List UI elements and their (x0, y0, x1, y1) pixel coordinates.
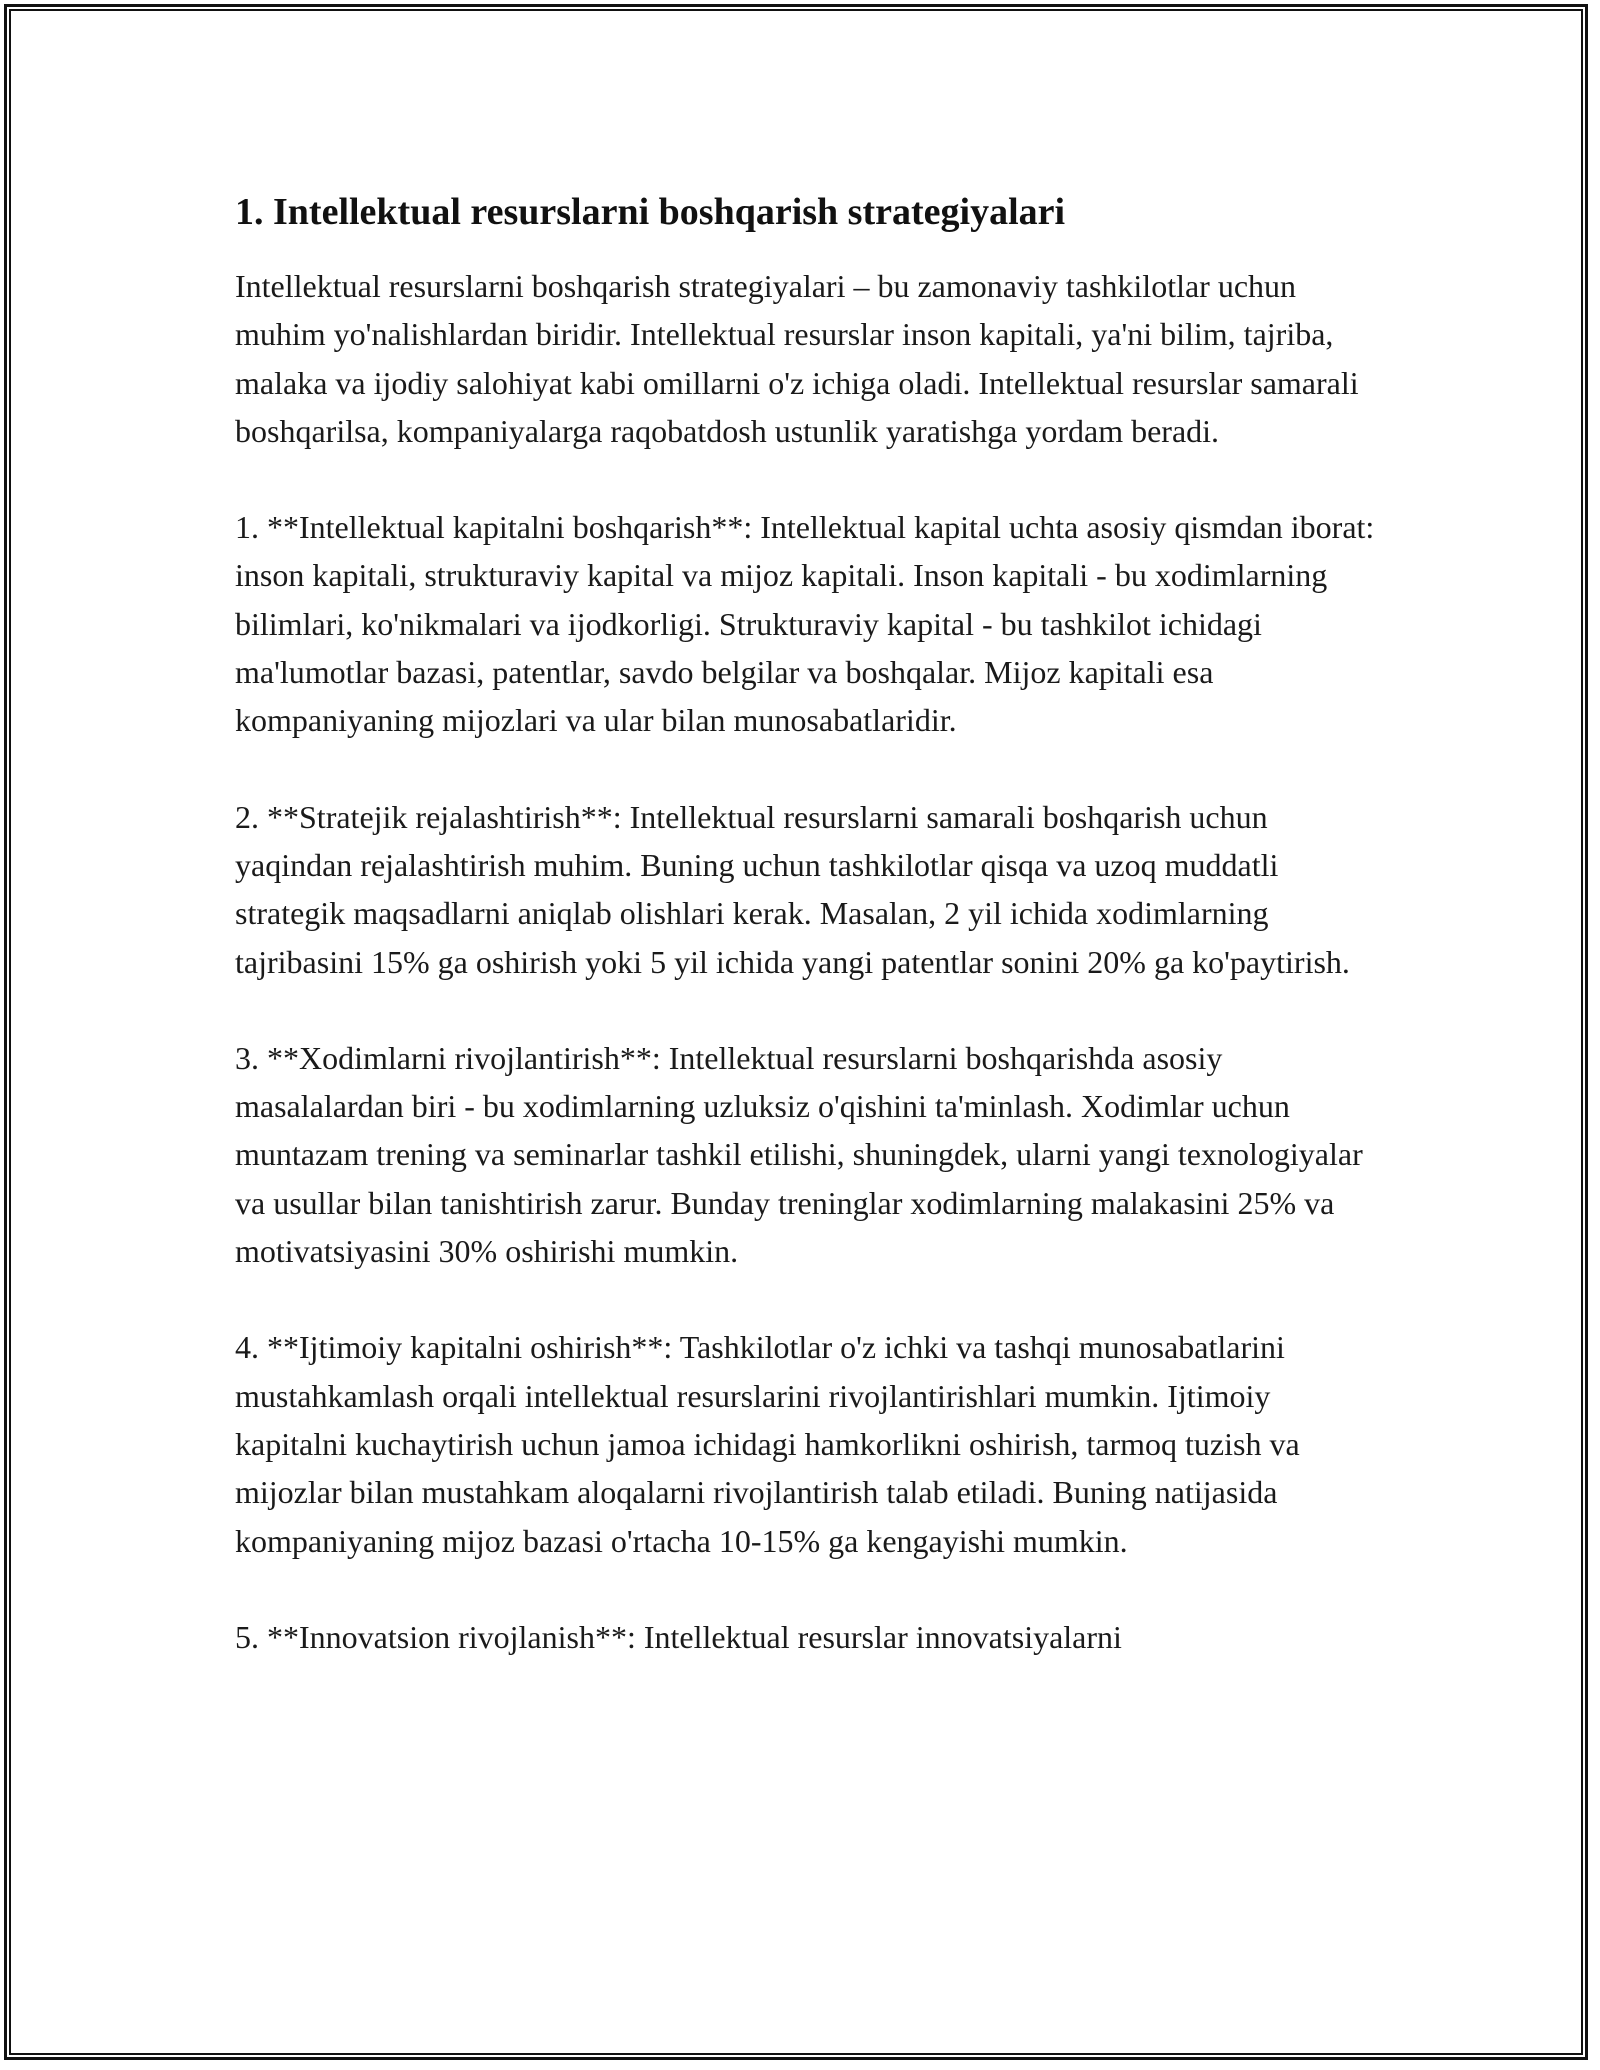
paragraph-social-capital: 4. **Ijtimoiy kapitalni oshirish**: Tashkilotlar o'z ichki va tashqi munosabatlarini mustahkamlash orqali intellektual resurslarini rivojlantirishlari mumkin. Ijtimoiy kapitalni kuchaytirish uchun jamoa ichidagi hamkorlikni oshirish, tarmoq tuzish va mijozlar bilan mustahkam aloqalarni rivojlantirish talab etiladi. Buning natijasida kompaniyaning mijoz bazasi o'rtacha 10-15% ga kengayishi mumkin. (235, 1329, 1300, 1559)
paragraph-intellectual-capital: 1. **Intellektual kapitalni boshqarish**: Intellektual kapital uchta asosiy qismdan iborat: inson kapitali, strukturaviy kapital va mijoz kapitali. Inson kapitali - bu xodimlarning bilimlari, ko'nikmalari va ijodkorligi. Strukturaviy kapital - bu tashkilot ichidagi ma'lumotlar bazasi, patentlar, savdo belgilar va boshqalar. Mijoz kapitali esa kompaniyaning mijozlari va ular bilan munosabatlaridir. (235, 509, 1375, 739)
paragraph-strategic-planning: 2. **Stratejik rejalashtirish**: Intellektual resurslarni samarali boshqarish uchun yaqindan rejalashtirish muhim. Buning uchun tashkilotlar qisqa va uzoq muddatli strategik maqsadlarni aniqlab olishlari kerak. Masalan, 2 yil ichida xodimlarning tajribasini 15% ga oshirish yoki 5 yil ichida yangi patentlar sonini 20% ga ko'paytirish. (235, 798, 1350, 980)
document-body (235, 188, 1375, 1709)
intro-paragraph: Intellektual resurslarni boshqarish strategiyalari – bu zamonaviy tashkilotlar uchun muhim yo'nalishlardan biridir. Intellektual resurslar inson kapitali, ya'ni bilim, tajriba, malaka va ijodiy salohiyat kabi omillarni o'z ichiga oladi. Intellektual resurslar samarali boshqarilsa, kompaniyalarga raqobatdosh ustunlik yaratishga yordam beradi. (235, 268, 1359, 449)
paragraph-staff-development: 3. **Xodimlarni rivojlantirish**: Intellektual resurslarni boshqarishda asosiy masalalardan biri - bu xodimlarning uzluksiz o'qishini ta'minlash. Xodimlar uchun muntazam trening va seminarlar tashkil etilishi, shuningdek, ularni yangi texnologiyalar va usullar bilan tanishtirish zarur. Bunday treninglar xodimlarning malakasini 25% va motivatsiyasini 30% oshirishi mumkin. (235, 1039, 1363, 1270)
section-heading: 1. Intellektual resurslarni boshqarish strategiyalari (235, 191, 1066, 233)
paragraph-innovation: 5. **Innovatsion rivojlanish**: Intellektual resurslar innovatsiyalarni (235, 1618, 1122, 1655)
